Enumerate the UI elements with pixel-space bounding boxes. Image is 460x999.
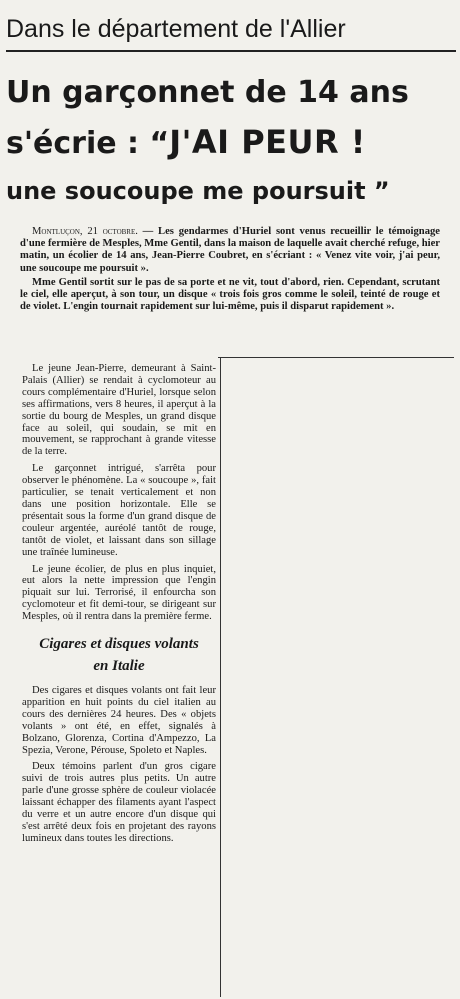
headline-emphasis: J'AI PEUR !	[169, 123, 366, 161]
column-divider	[220, 357, 221, 997]
dateline: Montluçon, 21 octobre.	[32, 226, 138, 237]
headline-line-2	[6, 123, 456, 163]
lead-paragraph-2: Mme Gentil sortit sur le pas de sa porte et ne vit, tout d'abord, rien. Cependant, scrutant le ciel, elle aperçut, à son tour, un disque « trois fois gros comme le soleil, teinté de rouge et de violet. L'engin tournait rapidement sur lui-même, puis il disparut rapidement ».	[20, 276, 440, 313]
lead-bottom-rule	[218, 357, 454, 358]
lead-paragraph-1	[20, 226, 440, 275]
headline-line-1: Un garçonnet de 14 ans	[6, 75, 409, 110]
body-paragraph-2: Le garçonnet intrigué, s'arrêta pour observer le phénomène. La « soucoupe », fait particulier, se tenait verticalement et non dans une position horizontale. Elle se présentait sous la forme d'un grand disque de couleur argentée, auréolé tantôt de rouge, tantôt de violet, et laissant dans son sillage une traînée lumineuse.	[22, 463, 216, 558]
body-paragraph-3: Le jeune écolier, de plus en plus inquiet, eut alors la nette impression que l'engin piquait sur lui. Terrorisé, il enfourcha son cyclomoteur et fit demi-tour, se dirigeant sur Mesples, où il rentra dans la première ferme.	[22, 563, 216, 623]
body-paragraph-1: Le jeune Jean-Pierre, demeurant à Saint-Palais (Allier) se rendait à cyclomoteur au cours complémentaire d'Huriel, lorsque selon ses affirmations, vers 8 heures, il aperçut à la sortie du bourg de Mesples, un grand disque face au soleil, qui soudain, se mit en mouvement, se rapprochant à grande vitesse de la terre.	[22, 363, 216, 458]
body-paragraph-4: Des cigares et disques volants ont fait leur apparition en huit points du ciel italien au cours des dernières 24 heures. Des « objets volants » ont été, en effet, signalés à Bolzano, Glorenza, Cortina d'Ampezzo, La Spezia, Verone, Pérouse, Spoleto et Naples.	[22, 685, 216, 756]
body-paragraph-5: Deux témoins parlent d'un gros cigare suivi de trois autres plus petits. Un autre parle d'une grosse sphère de couleur violacée laissant échapper des filaments ayant l'aspect du verre et un autre encore d'un disque qui s'est arrêté deux fois en projetant des rayons lumineux dans toutes les directions.	[22, 761, 216, 844]
lead-paragraphs	[20, 226, 440, 313]
lead-paragraph-1-text: — Les gendarmes d'Huriel sont venus recueillir le témoignage d'une fermière de Mesples, Mme Gentil, dans la maison de laquelle avait cherché refuge, hier matin, un écolier de 14 ans, Jean-Pierre Coubret, en s'écriant : « Venez vite voir, j'ai peur, une soucoupe me poursuit ».	[20, 226, 440, 274]
article-column	[22, 363, 216, 850]
subheading-line-1: Cigares et disques volants	[39, 636, 199, 653]
subheading-line-2: en Italie	[93, 658, 145, 675]
subheading	[22, 633, 216, 677]
headline-line-3: une soucoupe me poursuit ”	[6, 177, 390, 205]
section-kicker: Dans le département de l'Allier	[6, 14, 456, 52]
headline-line-2-prefix: s'écrie : “	[6, 126, 170, 161]
